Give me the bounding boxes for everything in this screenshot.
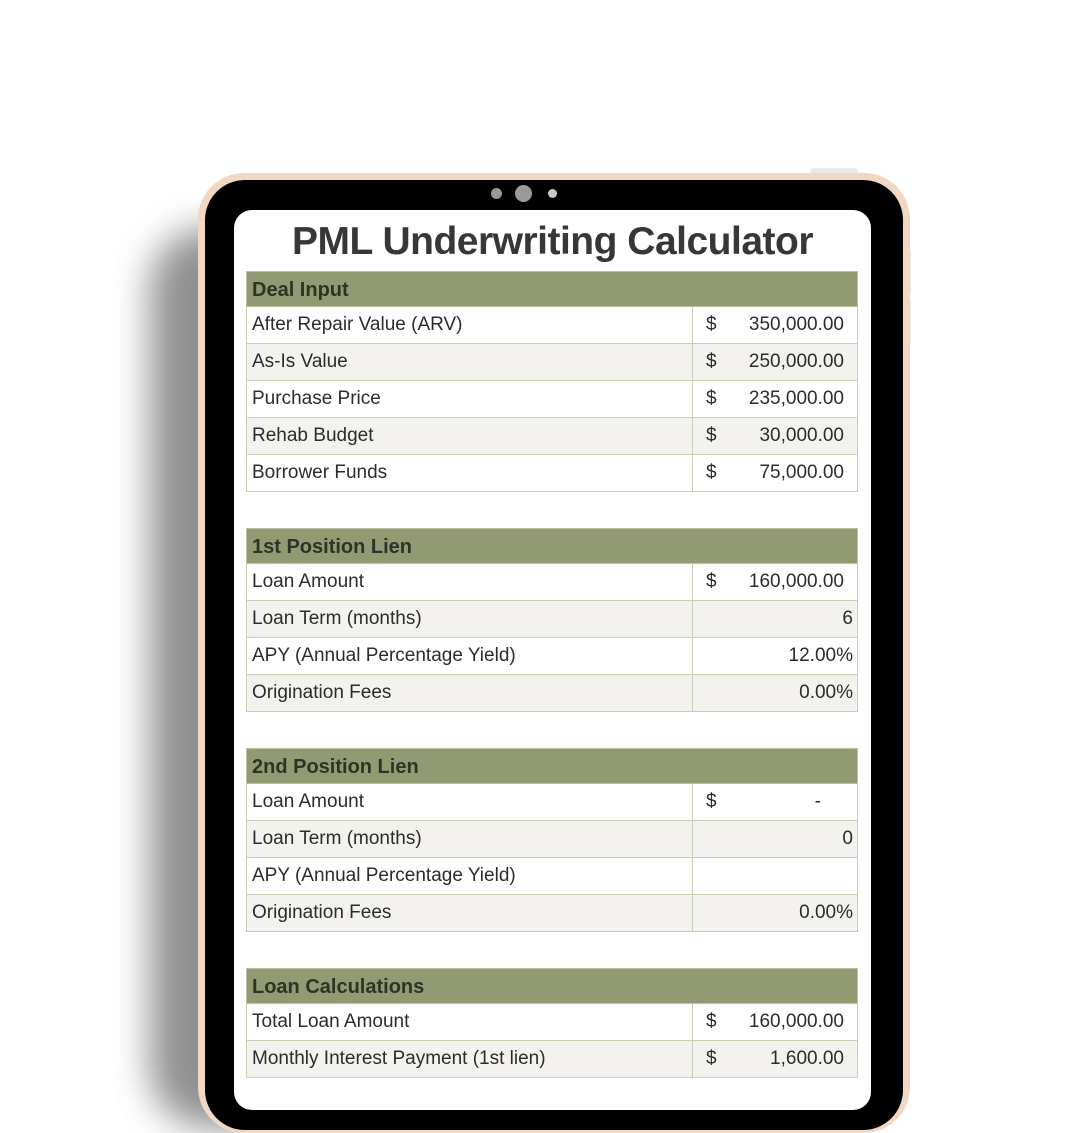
currency-symbol: $ (706, 351, 717, 372)
value-cell[interactable] (693, 381, 857, 417)
row-value: 12.00% (788, 645, 853, 666)
row-value: 160,000.00 (748, 1011, 844, 1032)
value-cell[interactable] (693, 858, 857, 894)
section-deal-input (246, 271, 858, 492)
section-header: 1st Position Lien (246, 528, 858, 564)
row-label: Loan Amount (247, 784, 693, 820)
currency-symbol: $ (706, 425, 717, 446)
row-value: 250,000.00 (748, 351, 844, 372)
currency-symbol (706, 858, 736, 894)
table-row (246, 601, 858, 638)
table-row (246, 821, 858, 858)
table-row (246, 638, 858, 675)
row-value: 30,000.00 (759, 425, 844, 446)
row-label: Purchase Price (247, 381, 693, 417)
table-row (246, 307, 858, 344)
currency-symbol: $ (706, 462, 717, 483)
currency-symbol: $ (706, 314, 717, 335)
row-label: Origination Fees (247, 895, 693, 931)
camera-dot-icon (491, 188, 502, 199)
table-row (246, 858, 858, 895)
currency-symbol: $ (706, 388, 717, 409)
currency-symbol: $ (706, 791, 717, 812)
row-value: - (814, 791, 821, 812)
value-cell[interactable] (693, 564, 857, 600)
row-label: After Repair Value (ARV) (247, 307, 693, 343)
table-row (246, 675, 858, 712)
row-value: 0.00% (799, 902, 853, 923)
row-value: 75,000.00 (759, 462, 844, 483)
currency-symbol: $ (706, 1011, 717, 1032)
currency-symbol (706, 821, 736, 857)
row-label: APY (Annual Percentage Yield) (247, 638, 693, 674)
row-value: 1,600.00 (770, 1048, 844, 1069)
row-value: 6 (842, 608, 853, 629)
table-row (246, 455, 858, 492)
section-1st-position-lien (246, 528, 858, 712)
row-label: Rehab Budget (247, 418, 693, 454)
value-cell[interactable] (693, 675, 857, 711)
table-row (246, 895, 858, 932)
row-label: Loan Term (months) (247, 601, 693, 637)
value-cell[interactable] (693, 307, 857, 343)
value-cell[interactable] (693, 784, 857, 820)
row-label: APY (Annual Percentage Yield) (247, 858, 693, 894)
row-label: Origination Fees (247, 675, 693, 711)
section-header: Deal Input (246, 271, 858, 307)
table-row (246, 564, 858, 601)
table-row (246, 418, 858, 455)
currency-symbol (706, 675, 736, 711)
row-label: Monthly Interest Payment (1st lien) (247, 1041, 693, 1077)
row-value: 160,000.00 (748, 571, 844, 592)
page-title: PML Underwriting Calculator (292, 220, 813, 263)
row-label: Loan Amount (247, 564, 693, 600)
row-label: Total Loan Amount (247, 1004, 693, 1040)
row-label: Borrower Funds (247, 455, 693, 491)
row-value: 350,000.00 (748, 314, 844, 335)
camera-lens-icon (515, 185, 532, 202)
table-row (246, 1004, 858, 1041)
currency-symbol (706, 638, 736, 674)
value-cell[interactable] (693, 1004, 857, 1040)
currency-symbol: $ (706, 1048, 717, 1069)
row-label: Loan Term (months) (247, 821, 693, 857)
sensor-dot-icon (548, 189, 557, 198)
table-row (246, 381, 858, 418)
value-cell[interactable] (693, 601, 857, 637)
section-header: Loan Calculations (246, 968, 858, 1004)
value-cell[interactable] (693, 418, 857, 454)
section-header: 2nd Position Lien (246, 748, 858, 784)
value-cell[interactable] (693, 895, 857, 931)
row-value (736, 858, 853, 894)
currency-symbol: $ (706, 571, 717, 592)
value-cell[interactable] (693, 344, 857, 380)
currency-symbol (706, 895, 736, 931)
table-row (246, 1041, 858, 1078)
currency-symbol (706, 601, 736, 637)
row-value: 0 (842, 828, 853, 849)
value-cell[interactable] (693, 455, 857, 491)
value-cell[interactable] (693, 638, 857, 674)
value-cell[interactable] (693, 1041, 857, 1077)
table-row (246, 784, 858, 821)
tablet-screen (234, 210, 871, 1110)
row-value: 235,000.00 (748, 388, 844, 409)
section-loan-calculations (246, 968, 858, 1078)
row-value: 0.00% (799, 682, 853, 703)
section-2nd-position-lien (246, 748, 858, 932)
table-row (246, 344, 858, 381)
value-cell[interactable] (693, 821, 857, 857)
row-label: As-Is Value (247, 344, 693, 380)
